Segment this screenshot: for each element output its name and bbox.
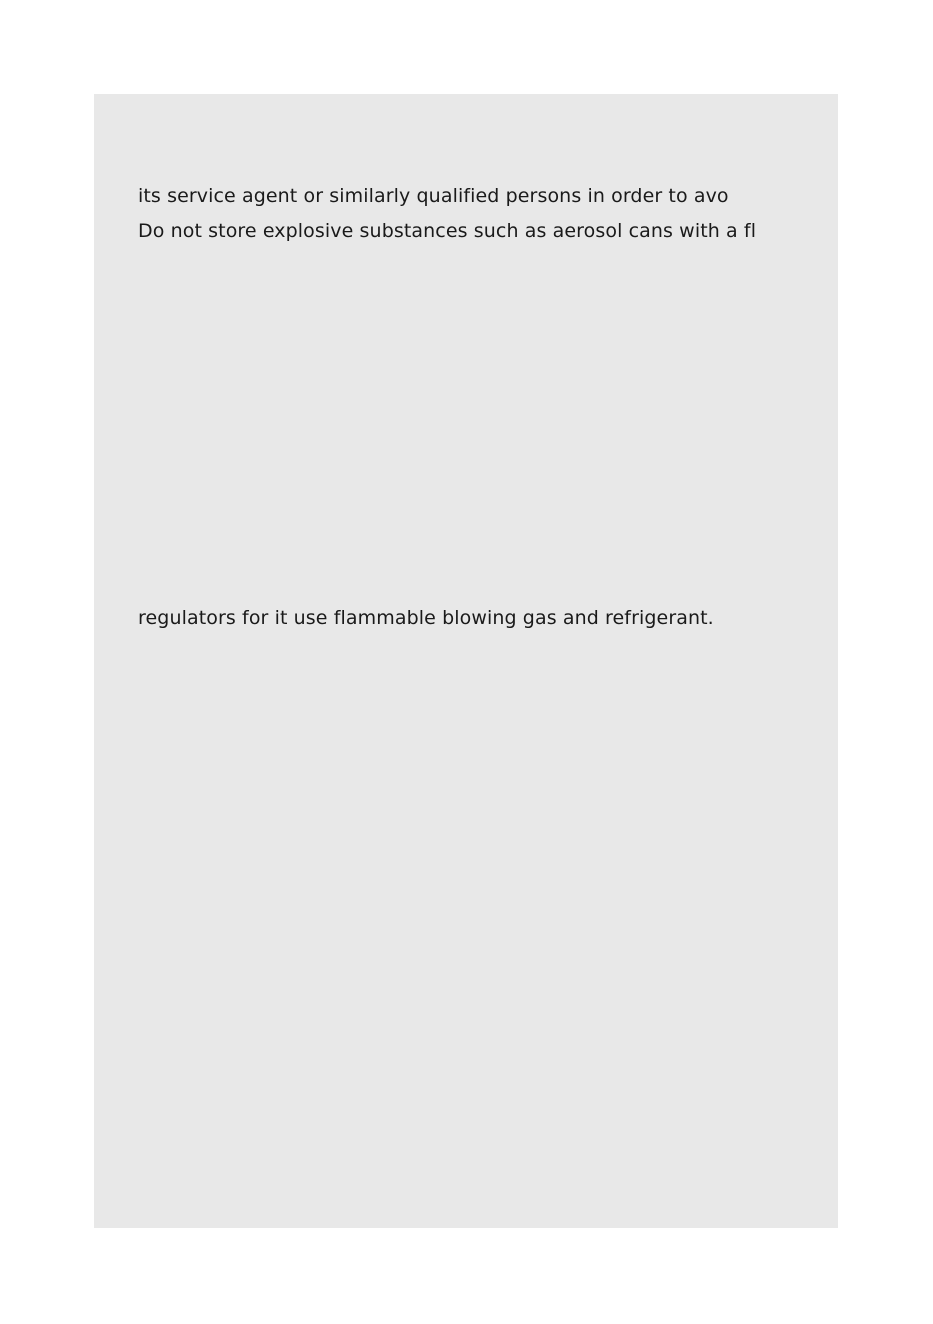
text-panel	[94, 94, 838, 1228]
text-line-service-agent: its service agent or similarly qualified persons in order to avo	[138, 185, 729, 207]
text-line-explosive-substances: Do not store explosive substances such as aerosol cans with a fl	[138, 220, 757, 242]
text-line-regulators: regulators for it use flammable blowing gas and refrigerant.	[138, 607, 714, 629]
